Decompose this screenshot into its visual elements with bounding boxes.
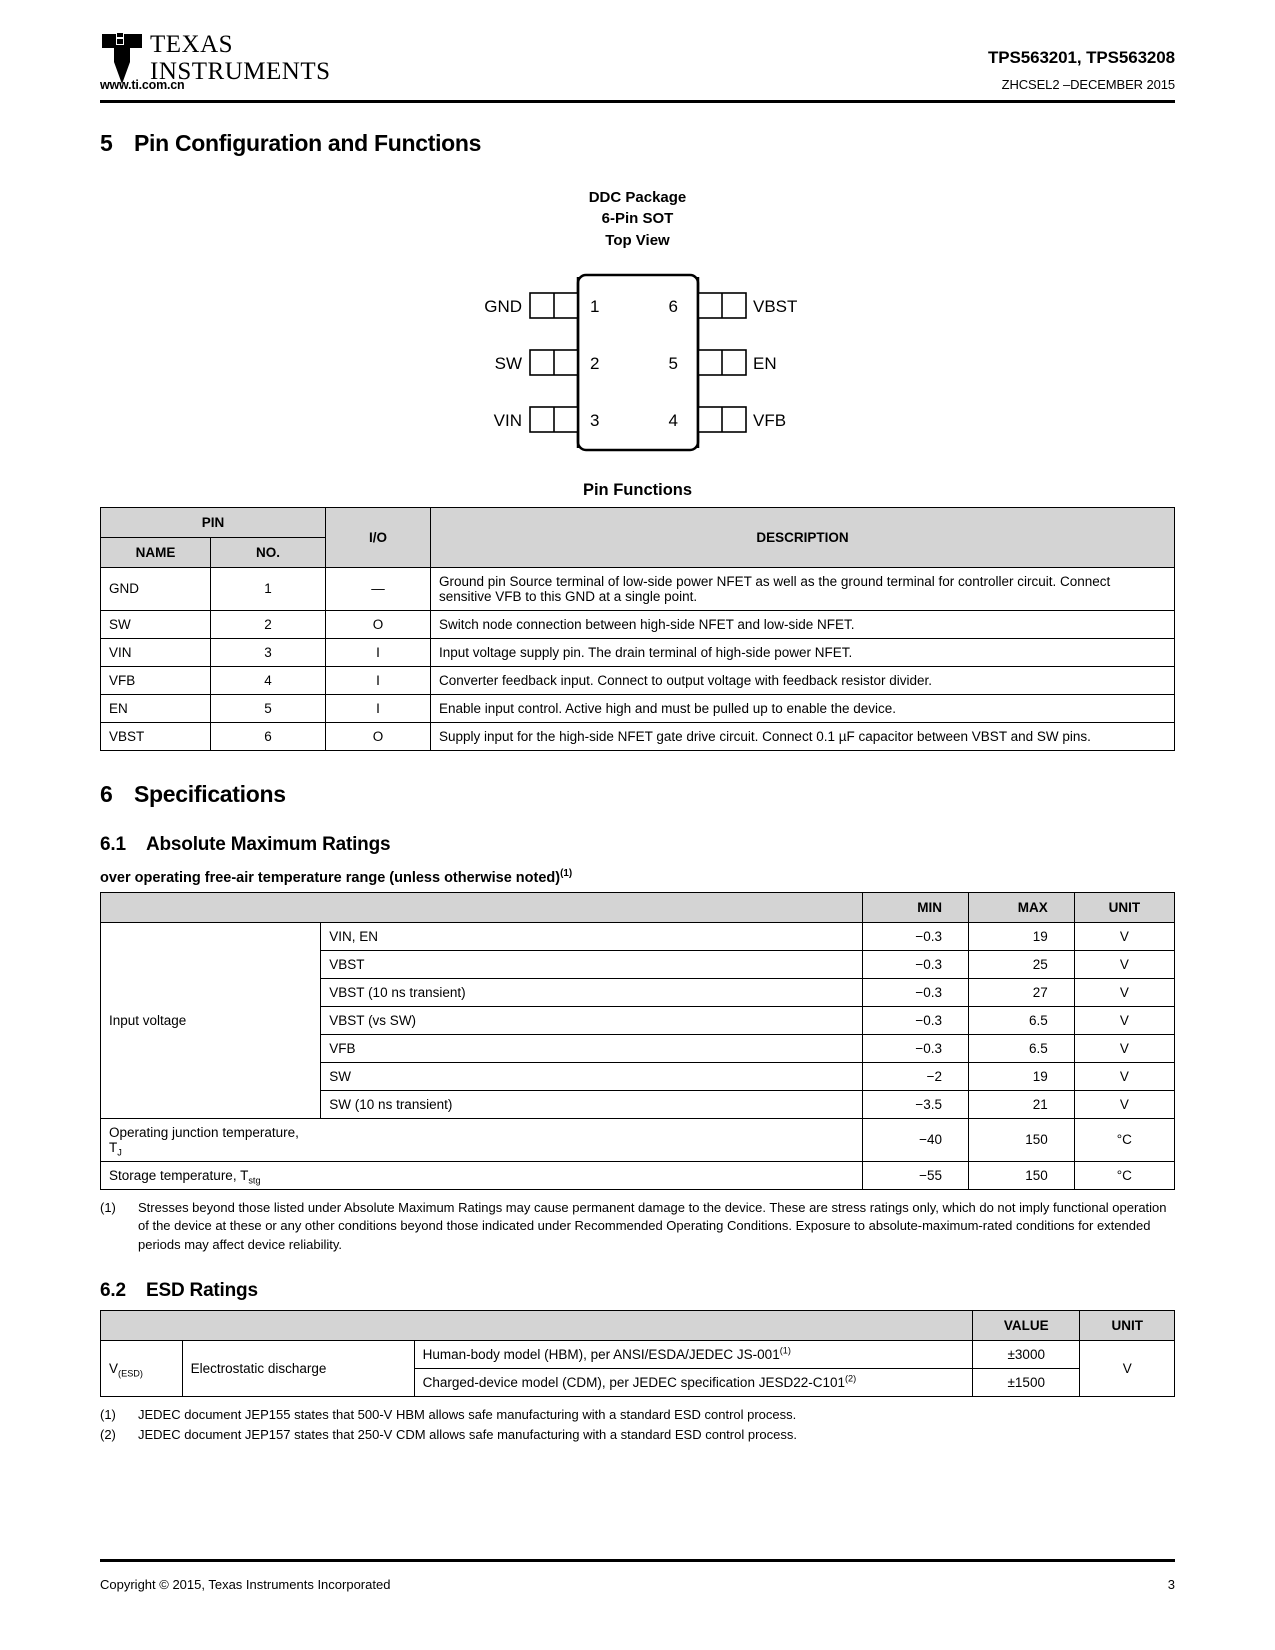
esd-header-row xyxy=(101,1311,1175,1341)
pin-io: O xyxy=(326,722,431,750)
pin-label-vfb: VFB xyxy=(752,410,786,430)
table-row xyxy=(101,638,1175,666)
pin-functions-table xyxy=(100,507,1175,751)
logo-line2: INSTRUMENTS xyxy=(150,58,331,85)
amr-max: 19 xyxy=(968,922,1074,950)
ti-website-link[interactable]: www.ti.com.cn xyxy=(100,78,185,92)
amr-unit: V xyxy=(1074,950,1174,978)
pin-number-5: 5 xyxy=(668,353,678,373)
page-header xyxy=(100,0,1175,100)
pin-no: 3 xyxy=(211,638,326,666)
esd-symbol-text: V xyxy=(109,1361,119,1377)
table-row xyxy=(101,567,1175,610)
pin-number-1: 1 xyxy=(589,296,599,316)
amr-temp-label-sub: stg xyxy=(248,1175,261,1186)
esd-ratings-table xyxy=(100,1310,1175,1397)
amr-param: VIN, EN xyxy=(321,922,863,950)
pin-number-2: 2 xyxy=(589,353,599,373)
section-5-number: 5 xyxy=(100,130,113,156)
amr-temp-label xyxy=(101,1161,321,1189)
amr-max: 150 xyxy=(968,1161,1074,1189)
esd-header-unit: UNIT xyxy=(1080,1311,1175,1341)
pin-name: VIN xyxy=(101,638,211,666)
header-divider xyxy=(100,100,1175,103)
esd-header-value: VALUE xyxy=(973,1311,1080,1341)
table-row xyxy=(101,1341,1175,1369)
table-row xyxy=(101,610,1175,638)
amr-max: 6.5 xyxy=(968,1034,1074,1062)
logo-line1: TEXAS xyxy=(150,31,234,58)
esd-unit: V xyxy=(1080,1341,1175,1397)
amr-unit: V xyxy=(1074,1062,1174,1090)
header-name: NAME xyxy=(101,537,211,567)
pin-io: O xyxy=(326,610,431,638)
pin-label-en: EN xyxy=(752,353,777,373)
amr-min: −0.3 xyxy=(863,1034,969,1062)
esd-header-blank xyxy=(101,1311,973,1341)
section-6-2-heading xyxy=(100,1280,1175,1302)
page-footer xyxy=(100,1577,1175,1592)
header-right xyxy=(988,48,1175,92)
header-description: DESCRIPTION xyxy=(431,507,1175,567)
footnote xyxy=(100,1406,1175,1424)
amr-unit: V xyxy=(1074,922,1174,950)
amr-max: 27 xyxy=(968,978,1074,1006)
section-5-title: Pin Configuration and Functions xyxy=(134,130,482,156)
pin-no: 1 xyxy=(211,567,326,610)
pin-no: 2 xyxy=(211,610,326,638)
section-6-1-title: Absolute Maximum Ratings xyxy=(146,833,391,855)
abs-max-footnotes xyxy=(100,1199,1175,1254)
amr-param: VBST (vs SW) xyxy=(321,1006,863,1034)
footnote-mark: (1) xyxy=(100,1407,116,1423)
table-row xyxy=(101,666,1175,694)
amr-temp-label-text: Storage temperature, T xyxy=(109,1167,249,1183)
amr-param: SW (10 ns transient) xyxy=(321,1090,863,1118)
footer-divider xyxy=(100,1559,1175,1562)
section-6-heading xyxy=(100,781,1175,808)
footnote-text: JEDEC document JEP155 states that 500-V HBM allows safe manufacturing with a standard ESD control process. xyxy=(138,1407,797,1423)
pin-io: — xyxy=(326,567,431,610)
amr-unit: °C xyxy=(1074,1118,1174,1161)
pin-description: Converter feedback input. Connect to output voltage with feedback resistor divider. xyxy=(431,666,1175,694)
amr-temp-label-sub: J xyxy=(117,1147,122,1158)
document-id: ZHCSEL2 –DECEMBER 2015 xyxy=(1001,77,1175,92)
amr-temp-label-text: Operating junction temperature, T xyxy=(109,1124,299,1155)
section-6-title: Specifications xyxy=(134,780,286,807)
amr-param: VFB xyxy=(321,1034,863,1062)
section-5-heading xyxy=(100,130,1175,157)
pin-name: VBST xyxy=(101,722,211,750)
footnote-mark: (2) xyxy=(100,1426,116,1442)
amr-param: VBST xyxy=(321,950,863,978)
esd-model-text: Charged-device model (CDM), per JEDEC specification JESD22-C101 xyxy=(422,1375,845,1391)
esd-description: Electrostatic discharge xyxy=(182,1341,414,1397)
esd-value: ±1500 xyxy=(973,1369,1080,1397)
amr-max: 6.5 xyxy=(968,1006,1074,1034)
pin-no: 4 xyxy=(211,666,326,694)
section-6-2-title: ESD Ratings xyxy=(146,1280,258,1302)
pin-io: I xyxy=(326,638,431,666)
pin-number-4: 4 xyxy=(668,410,678,430)
pin-name: GND xyxy=(101,567,211,610)
pin-description: Supply input for the high-side NFET gate drive circuit. Connect 0.1 µF capacitor between VBST and SW pins. xyxy=(431,722,1175,750)
amr-min: −0.3 xyxy=(863,978,969,1006)
pin-no: 5 xyxy=(211,694,326,722)
amr-header-blank xyxy=(101,892,863,922)
pin-label-vin: VIN xyxy=(493,410,522,430)
footnote xyxy=(100,1199,1175,1254)
table-row xyxy=(101,1161,1175,1189)
section-6-1-heading xyxy=(100,834,1175,856)
header-pin-group: PIN xyxy=(101,507,326,537)
amr-min: −2 xyxy=(863,1062,969,1090)
copyright-text: Copyright © 2015, Texas Instruments Incorporated xyxy=(100,1577,391,1592)
amr-unit: V xyxy=(1074,1034,1174,1062)
amr-min: −0.3 xyxy=(863,1006,969,1034)
pin-io: I xyxy=(326,666,431,694)
amr-param: VBST (10 ns transient) xyxy=(321,978,863,1006)
abs-max-caption-footnote: (1) xyxy=(560,868,573,880)
pin-label-gnd: GND xyxy=(483,296,522,316)
esd-model-footnote: (1) xyxy=(779,1345,791,1356)
esd-model-text: Human-body model (HBM), per ANSI/ESDA/JEDEC JS-001 xyxy=(422,1347,780,1363)
amr-header-max: MAX xyxy=(968,892,1074,922)
amr-group-label: Input voltage xyxy=(101,922,321,1118)
amr-temp-label xyxy=(101,1118,321,1161)
amr-header-unit: UNIT xyxy=(1074,892,1174,922)
amr-min: −0.3 xyxy=(863,950,969,978)
esd-value: ±3000 xyxy=(973,1341,1080,1369)
amr-max: 19 xyxy=(968,1062,1074,1090)
pin-description: Ground pin Source terminal of low-side power NFET as well as the ground terminal for controller circuit. Connect sensitive VFB to this GND at a single point. xyxy=(431,567,1175,610)
abs-max-caption xyxy=(100,870,1175,886)
package-title xyxy=(438,187,838,251)
pin-no: 6 xyxy=(211,722,326,750)
amr-min: −3.5 xyxy=(863,1090,969,1118)
amr-min: −40 xyxy=(863,1118,969,1161)
amr-unit: V xyxy=(1074,978,1174,1006)
ti-wordmark xyxy=(150,32,331,84)
amr-unit: V xyxy=(1074,1090,1174,1118)
esd-model xyxy=(414,1341,972,1369)
part-numbers: TPS563201, TPS563208 xyxy=(987,48,1175,67)
amr-header-min: MIN xyxy=(863,892,969,922)
table-row xyxy=(101,1118,1175,1161)
amr-unit: °C xyxy=(1074,1161,1174,1189)
footnote-mark: (1) xyxy=(100,1199,116,1215)
esd-symbol xyxy=(101,1341,183,1397)
pin-label-sw: SW xyxy=(494,353,522,373)
header-io: I/O xyxy=(326,507,431,567)
header-no: NO. xyxy=(211,537,326,567)
amr-temp-spacer xyxy=(321,1118,863,1161)
package-name: DDC Package xyxy=(588,189,687,206)
package-view: Top View xyxy=(605,231,670,249)
table-row xyxy=(101,694,1175,722)
amr-param: SW xyxy=(321,1062,863,1090)
esd-model xyxy=(414,1369,972,1397)
amr-max: 21 xyxy=(968,1090,1074,1118)
table-row xyxy=(101,922,1175,950)
footnote-text: JEDEC document JEP157 states that 250-V CDM allows safe manufacturing with a standard ESD control process. xyxy=(138,1426,797,1442)
pin-functions-header-row-1 xyxy=(101,507,1175,537)
esd-symbol-sub: (ESD) xyxy=(118,1368,143,1379)
esd-footnotes xyxy=(100,1406,1175,1444)
pin-name: SW xyxy=(101,610,211,638)
pin-io: I xyxy=(326,694,431,722)
pin-name: VFB xyxy=(101,666,211,694)
amr-header-row xyxy=(101,892,1175,922)
abs-max-caption-text: over operating free-air temperature range (unless otherwise noted) xyxy=(100,869,561,886)
amr-temp-spacer xyxy=(321,1161,863,1189)
pin-description: Enable input control. Active high and must be pulled up to enable the device. xyxy=(431,694,1175,722)
table-row xyxy=(101,722,1175,750)
package-diagram-container xyxy=(100,187,1175,465)
section-6-1-number: 6.1 xyxy=(100,833,126,855)
amr-max: 150 xyxy=(968,1118,1074,1161)
pin-number-3: 3 xyxy=(589,410,599,430)
footnote xyxy=(100,1426,1175,1444)
page-number: 3 xyxy=(1167,1577,1175,1592)
pin-name: EN xyxy=(101,694,211,722)
amr-max: 25 xyxy=(968,950,1074,978)
pin-description: Switch node connection between high-side NFET and low-side NFET. xyxy=(431,610,1175,638)
esd-model-footnote: (2) xyxy=(845,1373,857,1384)
pin-description: Input voltage supply pin. The drain terminal of high-side power NFET. xyxy=(431,638,1175,666)
amr-min: −55 xyxy=(863,1161,969,1189)
section-6-number: 6 xyxy=(100,780,113,807)
package-pin-count: 6-Pin SOT xyxy=(601,210,674,228)
footnote-text: Stresses beyond those listed under Absolute Maximum Ratings may cause permanent damage to the device. These are stress ratings only, which do not imply functional operation of the device at these or any other conditions beyond those indicated under Recommended Operating Conditions. Exposure to absolute-maximum-rated conditions for extended periods may affect device reliability. xyxy=(138,1199,1167,1252)
absolute-maximum-ratings-table xyxy=(100,892,1175,1190)
pin-functions-caption: Pin Functions xyxy=(582,480,693,499)
amr-unit: V xyxy=(1074,1006,1174,1034)
pin-label-vbst: VBST xyxy=(752,296,797,316)
section-6-2-number: 6.2 xyxy=(100,1280,126,1302)
pin-configuration-diagram xyxy=(438,265,838,465)
pin-number-6: 6 xyxy=(668,296,678,316)
amr-min: −0.3 xyxy=(863,922,969,950)
